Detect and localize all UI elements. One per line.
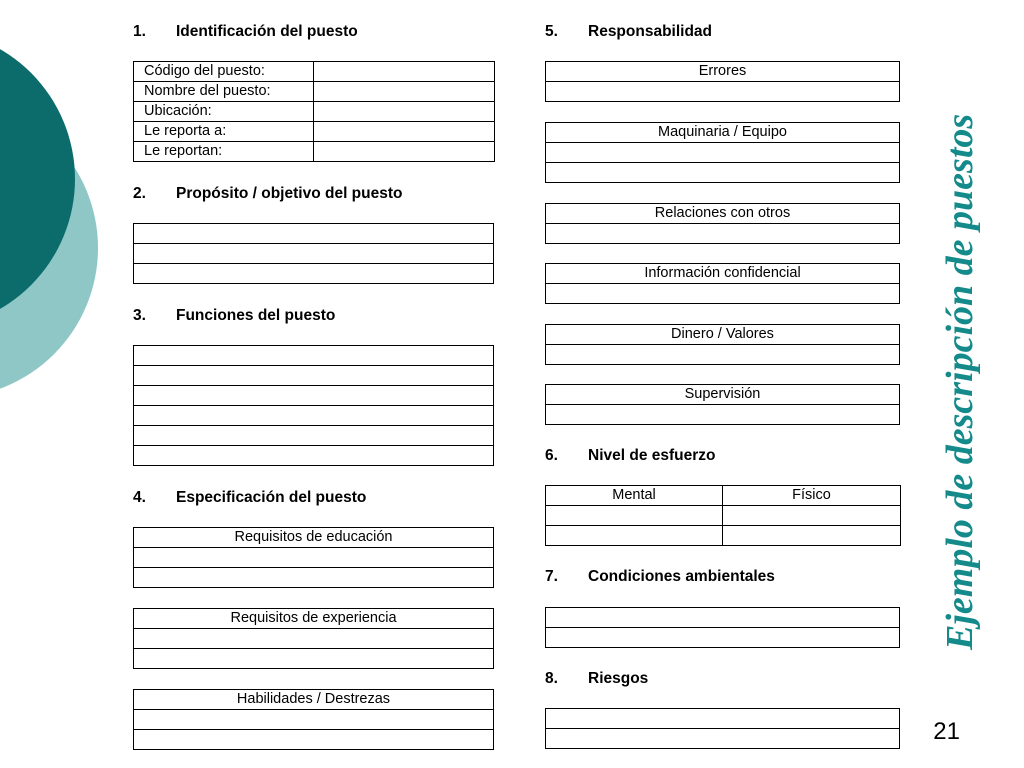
section-title: Funciones del puesto xyxy=(176,307,336,324)
section-number: 1. xyxy=(133,23,146,40)
table-row xyxy=(546,345,900,365)
supervision-table xyxy=(545,384,900,425)
empty-cell[interactable] xyxy=(134,649,494,669)
table-header: Dinero / Valores xyxy=(546,325,900,345)
section-title: Condiciones ambientales xyxy=(588,568,775,585)
table-row xyxy=(546,264,900,284)
relations-table xyxy=(545,203,900,244)
table-row xyxy=(134,224,494,244)
table-row xyxy=(134,82,495,102)
identification-table xyxy=(133,61,495,162)
empty-cell[interactable] xyxy=(134,446,494,466)
table-row xyxy=(546,486,901,506)
purpose-table xyxy=(133,223,494,284)
value-cell[interactable] xyxy=(314,122,495,142)
table-row xyxy=(134,649,494,669)
empty-cell[interactable] xyxy=(134,629,494,649)
education-table xyxy=(133,527,494,588)
empty-cell[interactable] xyxy=(546,345,900,365)
section-number: 6. xyxy=(545,447,558,464)
table-row xyxy=(134,102,495,122)
empty-cell[interactable] xyxy=(546,608,900,628)
table-header: Requisitos de experiencia xyxy=(134,609,494,629)
table-row xyxy=(546,82,900,102)
risks-table xyxy=(545,708,900,749)
section-number: 8. xyxy=(545,670,558,687)
side-title: Ejemplo de descripción de puestos xyxy=(939,113,981,650)
table-row xyxy=(546,526,901,546)
empty-cell[interactable] xyxy=(134,406,494,426)
table-row xyxy=(546,405,900,425)
table-header: Maquinaria / Equipo xyxy=(546,123,900,143)
empty-cell[interactable] xyxy=(134,710,494,730)
functions-table xyxy=(133,345,494,466)
empty-cell[interactable] xyxy=(723,526,901,546)
empty-cell[interactable] xyxy=(546,224,900,244)
value-cell[interactable] xyxy=(314,62,495,82)
table-row xyxy=(546,284,900,304)
section-title: Especificación del puesto xyxy=(176,489,367,506)
empty-cell[interactable] xyxy=(134,346,494,366)
table-row xyxy=(546,325,900,345)
table-row xyxy=(134,528,494,548)
table-row xyxy=(546,163,900,183)
table-row xyxy=(134,142,495,162)
section-number: 4. xyxy=(133,489,146,506)
table-row xyxy=(546,385,900,405)
table-row xyxy=(134,690,494,710)
empty-cell[interactable] xyxy=(134,568,494,588)
value-cell[interactable] xyxy=(314,82,495,102)
table-row xyxy=(134,62,495,82)
column-header-fisico: Físico xyxy=(723,486,901,506)
row-label: Le reporta a: xyxy=(134,122,314,142)
empty-cell[interactable] xyxy=(546,143,900,163)
conditions-table xyxy=(545,607,900,648)
row-label: Código del puesto: xyxy=(134,62,314,82)
table-header: Relaciones con otros xyxy=(546,204,900,224)
section-number: 3. xyxy=(133,307,146,324)
money-table xyxy=(545,324,900,365)
empty-cell[interactable] xyxy=(546,284,900,304)
table-header: Supervisión xyxy=(546,385,900,405)
table-row xyxy=(546,608,900,628)
empty-cell[interactable] xyxy=(134,244,494,264)
table-row xyxy=(134,264,494,284)
table-row xyxy=(134,609,494,629)
empty-cell[interactable] xyxy=(723,506,901,526)
empty-cell[interactable] xyxy=(134,730,494,750)
section-number: 5. xyxy=(545,23,558,40)
table-row xyxy=(134,710,494,730)
experience-table xyxy=(133,608,494,669)
table-row xyxy=(546,729,900,749)
section-number: 7. xyxy=(545,568,558,585)
section-title: Nivel de esfuerzo xyxy=(588,447,716,464)
table-row xyxy=(134,730,494,750)
empty-cell[interactable] xyxy=(546,405,900,425)
table-row xyxy=(134,446,494,466)
table-row xyxy=(546,628,900,648)
table-row xyxy=(134,346,494,366)
table-row xyxy=(546,224,900,244)
table-row xyxy=(134,426,494,446)
table-row xyxy=(134,122,495,142)
table-row xyxy=(546,204,900,224)
empty-cell[interactable] xyxy=(134,426,494,446)
table-row xyxy=(134,366,494,386)
empty-cell[interactable] xyxy=(546,506,723,526)
table-header: Información confidencial xyxy=(546,264,900,284)
value-cell[interactable] xyxy=(314,102,495,122)
table-header: Habilidades / Destrezas xyxy=(134,690,494,710)
table-row xyxy=(134,386,494,406)
row-label: Nombre del puesto: xyxy=(134,82,314,102)
empty-cell[interactable] xyxy=(546,82,900,102)
row-label: Le reportan: xyxy=(134,142,314,162)
section-title: Responsabilidad xyxy=(588,23,713,40)
empty-cell[interactable] xyxy=(546,628,900,648)
table-row xyxy=(546,506,901,526)
skills-table xyxy=(133,689,494,750)
table-row xyxy=(134,629,494,649)
empty-cell[interactable] xyxy=(546,163,900,183)
empty-cell[interactable] xyxy=(546,729,900,749)
confidential-info-table xyxy=(545,263,900,304)
value-cell[interactable] xyxy=(314,142,495,162)
table-row xyxy=(134,568,494,588)
machinery-table xyxy=(545,122,900,183)
table-row xyxy=(134,548,494,568)
table-header: Requisitos de educación xyxy=(134,528,494,548)
section-title: Identificación del puesto xyxy=(176,23,358,40)
section-number: 2. xyxy=(133,185,146,202)
section-title: Riesgos xyxy=(588,670,649,687)
table-row xyxy=(546,143,900,163)
empty-cell[interactable] xyxy=(134,548,494,568)
page-number: 21 xyxy=(933,718,960,745)
row-label: Ubicación: xyxy=(134,102,314,122)
effort-table xyxy=(545,485,901,546)
empty-cell[interactable] xyxy=(134,386,494,406)
empty-cell[interactable] xyxy=(546,709,900,729)
empty-cell[interactable] xyxy=(134,264,494,284)
table-row xyxy=(546,62,900,82)
empty-cell[interactable] xyxy=(134,224,494,244)
section-title: Propósito / objetivo del puesto xyxy=(176,185,403,202)
table-row xyxy=(546,123,900,143)
table-header: Errores xyxy=(546,62,900,82)
table-row xyxy=(546,709,900,729)
empty-cell[interactable] xyxy=(134,366,494,386)
errors-table xyxy=(545,61,900,102)
empty-cell[interactable] xyxy=(546,526,723,546)
column-header-mental: Mental xyxy=(546,486,723,506)
table-row xyxy=(134,244,494,264)
table-row xyxy=(134,406,494,426)
